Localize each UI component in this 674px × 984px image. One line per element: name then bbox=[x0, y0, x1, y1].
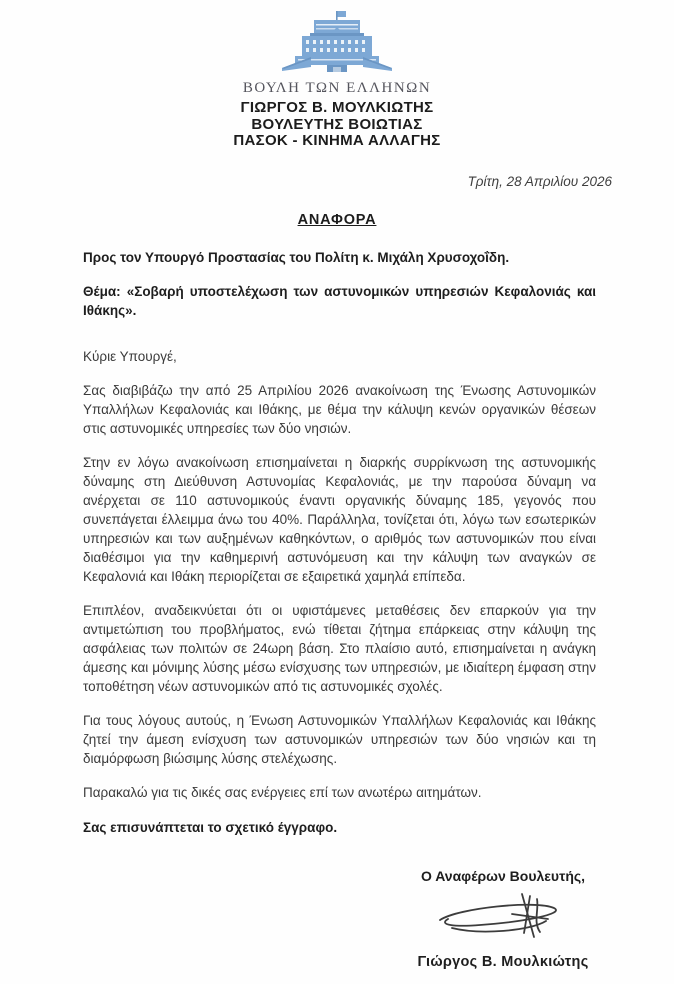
recipient-line: Προς τον Υπουργό Προστασίας του Πολίτη κ. Μιχάλη Χρυσοχοΐδη. bbox=[83, 249, 510, 265]
document-title-text: ΑΝΑΦΟΡΑ bbox=[297, 211, 377, 228]
subject-line: Θέμα: «Σοβαρή υποστελέχωση των αστυνομικών υπηρεσιών Κεφαλονιάς και Ιθάκης». bbox=[83, 283, 596, 318]
signature-block bbox=[378, 867, 628, 972]
document-title bbox=[0, 212, 674, 228]
document-date: Τρίτη, 28 Απριλίου 2026 bbox=[467, 173, 612, 189]
body-paragraph: Στην εν λόγω ανακοίνωση επισημαίνεται η διαρκής συρρίκνωση της αστυνομικής δύναμης στη Διεύθυνση Αστυνομίας Κεφαλονιάς, με την παρούσα δύναμη να ανέρχεται σε 110 αστυνομικούς έναντι οργανικής δύναμης 185, γεγονός που συνεπάγεται έλλειμμα άνω του 40%. Παράλληλα, τονίζεται ότι, λόγω των εσωτερικών υπηρεσιών και των αυξημένων καθηκόντων, ο αριθμός των αστυνομικών που είναι διαθέσιμοι για την καθημερινή αστυνόμευση και την κάλυψη των αναγκών σε Κεφαλονιά και Ιθάκη περιορίζεται σε εξαιρετικά χαμηλά επίπεδα. bbox=[83, 454, 596, 584]
signature-role: Ο Αναφέρων Βουλευτής, bbox=[420, 867, 586, 884]
mp-title: ΒΟΥΛΕΥΤΗΣ ΒΟΙΩΤΙΑΣ bbox=[251, 115, 423, 133]
parliament-building-icon bbox=[281, 10, 393, 78]
letterhead bbox=[0, 10, 674, 150]
document-body bbox=[83, 248, 596, 972]
body-paragraph: Επιπλέον, αναδεικνύεται ότι οι υφιστάμενες μεταθέσεις δεν επαρκούν για την αντιμετώπιση του προβλήματος, ενώ τίθεται ζήτημα επάρκειας στην κάλυψη της ασφάλειας των πολιτών σε 24ωρη βάση. Στο πλαίσιο αυτό, επισημαίνεται η ανάγκη άμεσης και μόνιμης λύσης μέσω ενίσχυσης των υπηρεσιών, με ιδιαίτερη έμφαση στην τοποθέτηση νέων αστυνομικών από τις αστυνομικές σχολές. bbox=[83, 602, 596, 694]
attachment-note: Σας επισυνάπτεται το σχετικό έγγραφο. bbox=[83, 819, 338, 835]
body-paragraph: Παρακαλώ για τις δικές σας ενέργειες επί των ανωτέρω αιτημάτων. bbox=[83, 784, 482, 800]
mp-name: ΓΙΩΡΓΟΣ Β. ΜΟΥΛΚΙΩΤΗΣ bbox=[240, 99, 434, 116]
body-paragraph: Σας διαβιβάζω την από 25 Απριλίου 2026 ανακοίνωση της Ένωσης Αστυνομικών Υπαλλήλων Κεφαλονιάς και Ιθάκης, με θέμα την κάλυψη κενών οργανικών θέσεων στις αστυνομικές υπηρεσίες των δύο νησιών. bbox=[83, 382, 596, 436]
parliament-logo bbox=[0, 10, 674, 78]
salutation-line: Κύριε Υπουργέ, bbox=[83, 348, 177, 364]
signature-name: Γιώργος Β. Μουλκιώτης bbox=[417, 953, 589, 970]
body-paragraph: Για τους λόγους αυτούς, η Ένωση Αστυνομικών Υπαλλήλων Κεφαλονιάς και Ιθάκης ζητεί την άμεση ενίσχυση των αστυνομικών υπηρεσιών των δύο νησιών και τη διαμόρφωση βιώσιμης λύσης στελέχωσης. bbox=[83, 712, 596, 766]
mp-party: ΠΑΣΟΚ - ΚΙΝΗΜΑ ΑΛΛΑΓΗΣ bbox=[233, 132, 441, 149]
signature-scribble-icon bbox=[378, 890, 628, 947]
institution-name: ΒΟΥΛΗ ΤΩΝ ΕΛΛΗΝΩΝ bbox=[242, 80, 432, 96]
